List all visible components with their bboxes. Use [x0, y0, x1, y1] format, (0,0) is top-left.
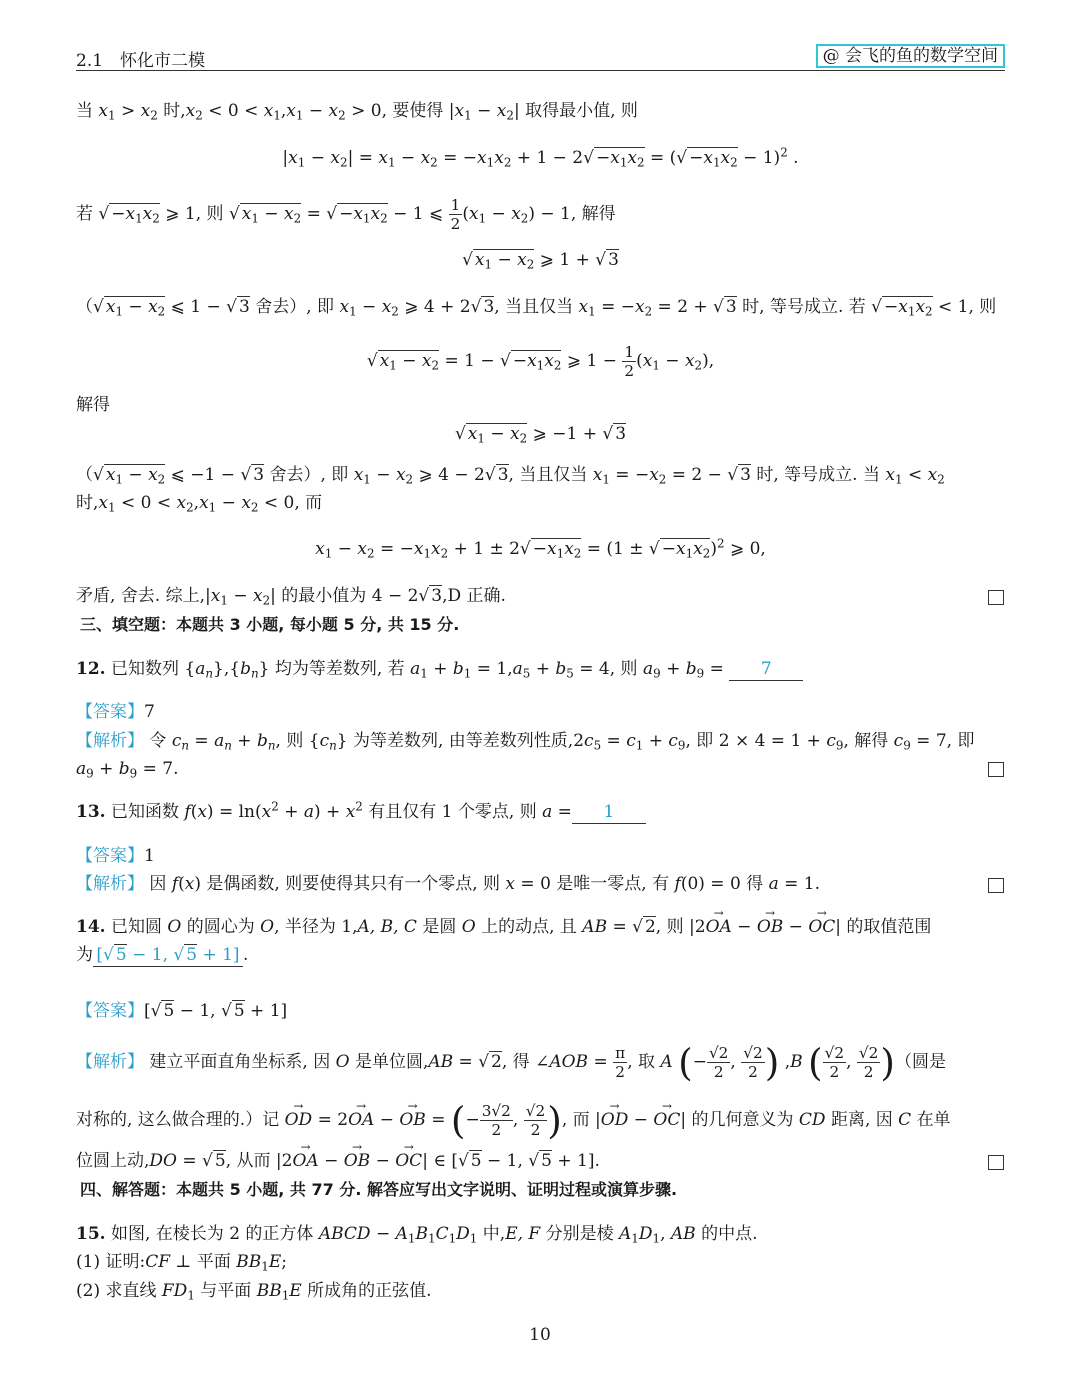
page-header: [76, 44, 1005, 71]
section-title: 2.1 怀化市二模: [76, 51, 206, 71]
equation-4: √ $x_1 - x_2$ ⩾ −1 + √ 3: [454, 424, 627, 446]
equation-2: √ $x_1 - x_2$ ⩾ 1 + √ 3: [462, 250, 619, 272]
analysis-13: 【解析】 因 f(x) 是偶函数, 则要使得其只有一个零点, 则 x = 0 是唯一零点, 有 f(0) = 0 得 a = 1.: [76, 874, 820, 894]
question-14: 14. 已知圆 O 的圆心为 O, 半径为 1,A, B, C 是圆 O 上的动点, 且 AB = √ 2, 则 |2→ OA − → OB − → OC| 的取值范围: [76, 914, 1005, 940]
question-12: 12. 已知数列 $\{a_n\},\{b_n\}$ 均为等差数列, 若 $a_1 + b_1 = 1,a_5 + b_5 = 4$, 则 $a_9 + b_9 = 7$: [76, 656, 1005, 682]
question-14-cont: 为 [√ 5 − 1, √ 5 + 1] .: [76, 945, 249, 965]
analysis-12: 【解析】 令 $c_n = a_n + b_n$, 则 $\{c_n\}$ 为等差数列, 由等差数列性质$,2c_5 = c_1 + c_9$, 即 $2 \times 4 = 1 + c_9$, 解得 $c_9 = 7$, 即: [76, 731, 975, 753]
question-13: 13. 已知函数 $f(x) = \ln(x^2 + a) + x^2$ 有且仅有 1 个零点, 则 a = 1: [76, 799, 1005, 825]
answer-14: 【答案】[√ 5 − 1, √ 5 + 1]: [76, 1001, 288, 1021]
qed-square: [988, 762, 1004, 777]
analysis-14-cont: 对称的, 这么做合理的.）记 → OD = 2→ OA − → OB = (− $\frac{3√2}{2}$ , $\frac{√2}{2}$ ), 而 |→ OD − → OC| 的几何意义为 CD 距离, 因 C 在单: [76, 1102, 1005, 1139]
answer-13: 【答案】1: [76, 846, 155, 866]
text-line-3: 若 √ $-x_1x_2$ ⩾ 1, 则 √ $x_1 - x_2$ = √ $-x_1x_2 - 1$ ⩽ $\frac{1}{2}$ $(x_1 - x_2) - 1$, 解得: [76, 196, 616, 233]
question-15: 15. 如图, 在棱长为 2 的正方体 ABCD − $A_1B_1C_1D_1$ 中,E, F 分别是棱 $A_1D_1$, AB 的中点.: [76, 1224, 758, 1246]
qed-square: [988, 878, 1004, 893]
text-line-7: 解得: [76, 395, 110, 415]
equation-5: $x_1 - x_2 = -x_1x_2 + 1 \pm 2√ -x_1x_2 = (1$ ± √ $-x_1x_2)^2$ ⩾ 0,: [315, 536, 766, 561]
analysis-14-end: 位圆上动,DO = √ 5, 从而 |2→ OA − → OB − → OC| ∈ [√ 5 − 1, √ 5 + 1].: [76, 1148, 1005, 1174]
text-line-5: （√ $x_1 - x_2$ ⩽ 1 − √ 3 舍去）, 即 $x_1 - x_2$ ⩾ 4 + 2√ 3, 当且仅当 $x_1 = -x_2 = 2$ + √ 3 时, 等号成立. 若 √ $-x_1x_2 < 1$, 则: [76, 297, 997, 319]
section-solve: 四、解答题：本题共 5 小题, 共 77 分. 解答应写出文字说明、证明过程或演算步骤.: [80, 1180, 678, 1199]
brand-badge: @ 会飞的鱼的数学空间: [816, 44, 1005, 68]
text-line-1: 当 $x_1 > x_2$ 时$,x_2 < 0 < x_1,x_1 - x_2 > 0$, 要使得 $|x_1 - x_2|$ 取得最小值, 则: [76, 101, 638, 123]
equation-3: √ $x_1 - x_2 = 1$ − √ $-x_1x_2$ ⩾ 1 − $\frac{1}{2}$ $(x_1 - x_2)$,: [366, 343, 715, 380]
answer-blank-14: [√ 5 − 1, √ 5 + 1]: [93, 944, 243, 967]
text-line-9: （√ $x_1 - x_2$ ⩽ −1 − √ 3 舍去）, 即 $x_1 - x_2$ ⩾ 4 − 2√ 3, 当且仅当 $x_1 = -x_2 = 2$ − √ 3 时, 等号成立. 当 $x_1 < x_2$: [76, 465, 945, 487]
text-line-10: 时$,x_1 < 0 < x_2,x_1 - x_2 < 0$, 而: [76, 493, 323, 515]
qed-square: [988, 1155, 1004, 1170]
answer-blank-13: 1: [572, 801, 646, 824]
analysis-14: 【解析】 建立平面直角坐标系, 因 O 是单位圆,AB = √ 2, 得 ∠AOB = $\frac{\pi}{2}$ , 取 A (− $\frac{√2}{2}$ , $\frac{√2}{2}$ ) ,B ( $\frac{√2}{2}$ , $\frac{√2}{2}$ )（圆是: [76, 1040, 946, 1085]
question-15-part-2: (2) 求直线 $FD_1$ 与平面 $BB_1E$ 所成角的正弦值.: [76, 1281, 432, 1303]
answer-12: 【答案】7: [76, 702, 155, 722]
equation-1: $|x_1 - x_2| = x_1 - x_2 = -x_1x_2 + 1 - 2√ -x_1x_2$ = (√ $-x_1x_2 - 1)^2$ .: [282, 145, 799, 170]
section-fill-in: 三、填空题：本题共 3 小题, 每小题 5 分, 共 15 分.: [80, 615, 460, 634]
text-line-12: 矛盾, 舍去. 综上$,|x_1 - x_2|$ 的最小值为 4 − 2√ 3,D 正确.: [76, 586, 506, 608]
answer-blank-12: 7: [729, 658, 803, 681]
page-number: 10: [529, 1325, 551, 1345]
question-15-part-1: (1) 证明:CF ⊥ 平面 $BB_1E$;: [76, 1252, 287, 1274]
analysis-12-cont: $a_9 + b_9 = 7$.: [76, 759, 179, 781]
qed-square: [988, 590, 1004, 605]
